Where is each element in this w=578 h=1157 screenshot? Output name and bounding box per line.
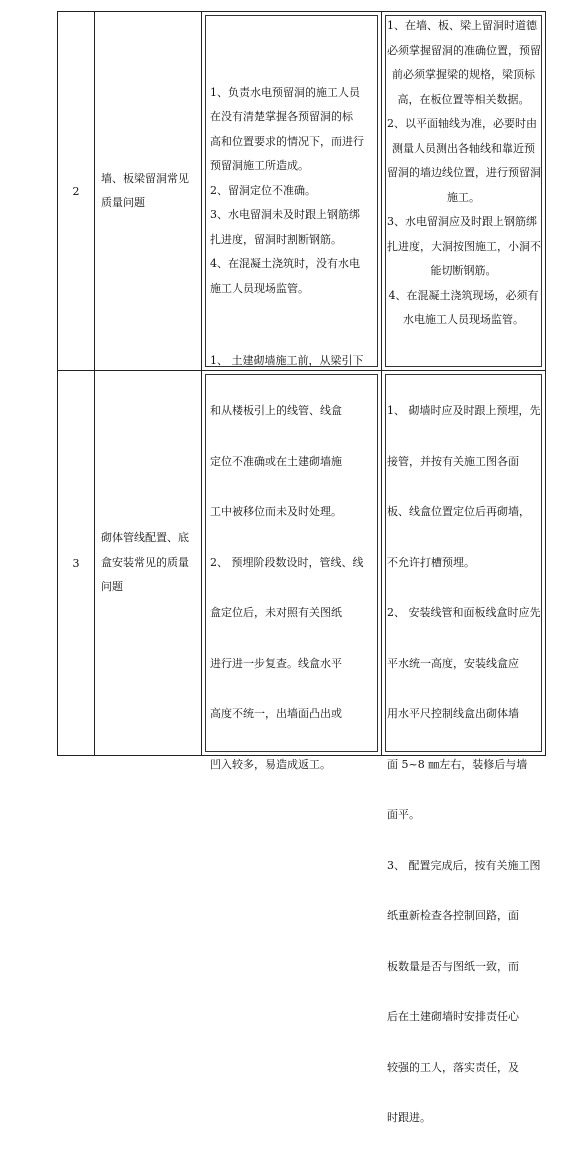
row-number: 3: [58, 371, 95, 755]
cause-line: 1、负责水电预留洞的施工人员: [210, 85, 360, 99]
cause-line: 工中被移位而未及时处理。: [210, 505, 342, 519]
measure-line: 水电施工人员现场监管。: [403, 313, 524, 326]
cause-cell: [202, 12, 382, 370]
issue-name-line: 质量问题: [101, 196, 145, 209]
cause-line: 和从楼板引上的线管、线盒: [210, 404, 342, 418]
table-row: [58, 12, 546, 371]
cause-line: 凹入较多，易造成返工。: [210, 757, 331, 771]
measure-line: 较强的工人，落实责任，及: [387, 1060, 519, 1074]
measure-line: 3、 配置完成后，按有关施工图: [387, 858, 541, 872]
measure-line: 板数量是否与图纸一致，而: [387, 959, 519, 973]
issue-name-line: 砌体管线配置、底: [101, 531, 189, 545]
measure-line: 2、以平面轴线为准，必要时由: [387, 117, 537, 130]
measure-line: 板、线盒位置定位后再砌墙，: [387, 505, 530, 518]
measure-line: 后在土建砌墙时安排责任心: [387, 1010, 519, 1023]
quality-issues-table: [57, 11, 546, 1124]
cause-line: 进行进一步复查。线盒水平: [210, 656, 342, 670]
measure-line: 面平。: [387, 808, 420, 821]
measure-line: 用水平尺控制线盒出砌体墙: [387, 707, 519, 720]
measure-line: 面 5~8 ㎜左右，装修后与墙: [387, 757, 528, 771]
cause-line: 定位不准确或在土建砌墙施: [210, 454, 342, 468]
measure-line: 扎进度，大洞按图施工，小洞不: [387, 239, 541, 253]
cause-line: 高度不统一，出墙面凸出或: [210, 707, 342, 721]
cause-line: 扎进度，留洞时割断钢筋。: [210, 232, 342, 246]
table-row: [58, 353, 546, 1124]
measure-line: 测量人员测出各轴线和靠近预: [392, 141, 535, 155]
measure-line: 2、 安装线管和面板线盒时应先: [387, 606, 541, 619]
issue-name-line: 盒安装常见的质量: [101, 555, 189, 569]
measure-line: 4、在混凝土浇筑现场，必须有: [388, 288, 539, 302]
measure-line: 纸重新检查各控制回路，面: [387, 909, 519, 922]
measure-line: 前必须掌握梁的规格，梁顶标: [392, 68, 535, 81]
measure-line: 必须掌握留洞的准确位置，预留: [387, 43, 541, 57]
measure-line: 施工。: [447, 190, 480, 204]
cause-line: 2、 预埋阶段数设时，管线、线: [210, 555, 364, 569]
measure-line: 平水统一高度，安装线盒应: [387, 656, 519, 670]
row-number: 2: [58, 12, 95, 370]
cause-line: 3、水电留洞未及时跟上钢筋绑: [210, 208, 360, 222]
measure-line: 3、水电留洞应及时跟上钢筋绑: [387, 215, 537, 228]
issue-name: [95, 371, 202, 755]
issue-name: [95, 12, 202, 370]
measure-line: 不允许打槽预埋。: [387, 555, 475, 569]
measure-line: 接管，并按有关施工图各面: [387, 454, 519, 468]
measure-line: 时跟进。: [387, 1111, 431, 1124]
cause-line: 施工人员现场监管。: [210, 281, 309, 295]
cause-cell: [202, 353, 382, 771]
measure-cell: [382, 371, 546, 1124]
measure-line: 能切断钢筋。: [430, 264, 497, 277]
measure-line: 1、 砌墙时应及时跟上预埋，先: [387, 404, 541, 417]
measure-line: 高，在板位置等相关数据。: [397, 92, 530, 106]
measure-line: 1、在墙、板、梁上留洞时道德: [387, 19, 537, 32]
issue-name-line: 墙、板梁留洞常见: [101, 171, 189, 185]
cause-line: 盒定位后，未对照有关图纸: [210, 606, 342, 620]
cause-line: 2、留洞定位不准确。: [210, 183, 316, 197]
cause-line: 4、在混凝土浇筑时，没有水电: [210, 257, 360, 271]
cause-line: 预留洞施工所造成。: [210, 159, 309, 173]
issue-name-line: 问题: [101, 580, 123, 594]
measure-cell: [382, 12, 546, 370]
cause-line: 1、 土建砌墙施工前，从梁引下: [210, 353, 364, 367]
cause-line: 在没有清楚掌握各预留洞的标: [210, 110, 353, 124]
measure-line: 留洞的墙边线位置，进行预留洞: [387, 166, 541, 179]
cause-line: 高和位置要求的情况下，而进行: [210, 134, 364, 148]
